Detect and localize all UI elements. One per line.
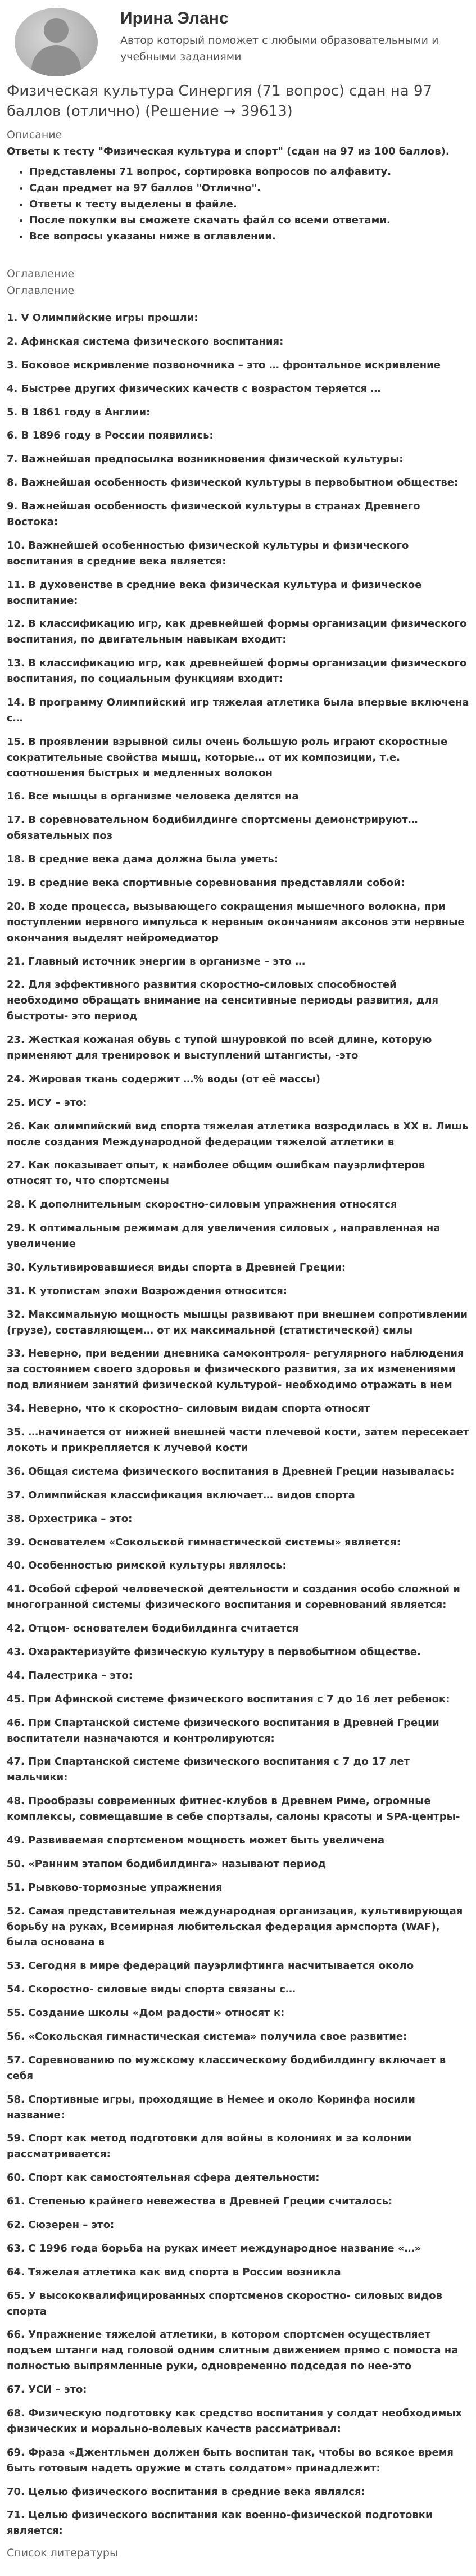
avatar-body-shape	[31, 45, 81, 76]
question-item: 31. К утопистам эпохи Возрождения относится:	[7, 1285, 287, 1297]
question-item: 66. Упражнение тяжелой атлетики, в котором спортсмен осуществляет подъем штанги над головой одним слитным движением прямо с помоста на полностью выпрямленные руки, одновременно подседая по нее-это	[7, 2329, 459, 2372]
question-item: 56. «Сокольская гимнастическая система» получила свое развитие:	[7, 2030, 407, 2042]
question-item: 18. В средние века дама должна была уметь:	[7, 853, 278, 866]
question-item: 26. Как олимпийский вид спорта тяжелая атлетика возродилась в ХХ в. Лишь после создания Международной федерации тяжелой атлетики в	[7, 1120, 469, 1148]
question-item: 6. В 1896 году в России появились:	[7, 430, 214, 442]
question-item: 52. Самая представительная международная организация, культивирующая борьбу на руках, Всемирная любительская федерация армспорта (WAF), была основана в	[7, 1905, 463, 1949]
question-item: 41. Особой сферой человеческой деятельности и создания особо сложной и многогранной системы физического воспитания и соревнований является:	[7, 1583, 460, 1611]
question-item: 16. Все мышцы в организме человека делятся на	[7, 790, 299, 803]
description-label: Описание	[7, 128, 62, 141]
question-item: 22. Для эффективного развития скоростно-силовых способностей необходимо обращать внимание на сенситивные периоды развития, для быстроты- это период	[7, 979, 439, 1023]
question-item: 48. Прообразы современных фитнес-клубов в Древнем Риме, огромные комплексы, совмещавшие в себе спортзалы, салоны красоты и SPA-центры-	[7, 1795, 460, 1823]
question-list	[7, 310, 469, 2539]
toc-label: Оглавление	[7, 267, 75, 280]
question-item: 2. Афинская система физического воспитания:	[7, 335, 284, 347]
question-item: 59. Спорт как метод подготовки для войны в колониях и за колонии рассматривается:	[7, 2132, 412, 2161]
question-item: 24. Жировая ткань содержит …% воды (от её массы)	[7, 1073, 320, 1085]
question-item: 46. При Спартанской системе физического воспитания в Древней Греции воспитатели назначаются и контролируются:	[7, 1716, 439, 1745]
bullet-item: • Представлены 71 вопрос, сортировка вопросов по алфавиту.	[29, 164, 469, 180]
bullet-item: • Все вопросы указаны ниже в оглавлении.	[29, 229, 469, 245]
question-item: 45. При Афинской системе физического воспитания с 7 до 16 лет ребенок:	[7, 1693, 450, 1705]
avatar-head-shape	[44, 18, 69, 43]
question-item: 11. В духовенстве в средние века физическая культура и физическое воспитание:	[7, 579, 422, 607]
question-item: 63. С 1996 года борьба на руках имеет международное название «…»	[7, 2242, 421, 2254]
question-item: 7. Важнейшая предпосылка возникновения физической культуры:	[7, 453, 404, 466]
question-item: 14. В программу Олимпийский игр тяжелая атлетика была впервые включена с…	[7, 696, 469, 724]
question-item: 3. Боковое искривление позвоночника – это … фронтальное искривление	[7, 359, 441, 371]
question-item: 32. Максимальную мощность мышцы развивают при внешнем сопротивлении (грузе), составляющем… от их максимальной (статистической) силы	[7, 1308, 468, 1336]
question-item: 39. Основателем «Сокольской гимнастической системы» является:	[7, 1536, 401, 1548]
author-card[interactable]	[7, 0, 469, 75]
question-item: 58. Спортивные игры, проходящие в Немее и около Коринфа носили название:	[7, 2093, 415, 2121]
question-item: 17. В соревновательном бодибилдинге спортсмены демонстрируют… обязательных поз	[7, 814, 418, 842]
question-item: 36. Общая система физического воспитания в Древней Греции называлась:	[7, 1465, 455, 1477]
question-item: 23. Жесткая кожаная обувь с тупой шнуровкой по всей длине, которую применяют для тренировок и выступлений штангисты, -это	[7, 1034, 432, 1062]
question-item: 49. Развиваемая спортсменом мощность может быть увеличена	[7, 1834, 385, 1846]
question-item: 43. Охарактеризуйте физическую культуру в первобытном обществе.	[7, 1646, 421, 1658]
question-item: 55. Создание школы «Дом радости» относят к:	[7, 2007, 285, 2019]
question-item: 40. Особенностью римской культуры являлось:	[7, 1560, 287, 1572]
question-item: 19. В средние века спортивные соревнования представляли собой:	[7, 877, 405, 889]
question-item: 13. В классификацию игр, как древнейшей формы организации физического воспитания, по социальным функциям входит:	[7, 657, 467, 685]
question-item: 60. Спорт как самостоятельная сфера деятельности:	[7, 2172, 320, 2184]
question-item: 15. В проявлении взрывной силы очень большую роль играют скоростные сократительные свойства мышц, которые… от их композиции, т.е. соотношения быстрых и медленных волокон	[7, 735, 448, 779]
question-item: 5. В 1861 году в Англии:	[7, 406, 151, 418]
question-item: 67. УСИ – это:	[7, 2384, 87, 2396]
avatar[interactable]	[15, 8, 98, 76]
question-item: 35. …начинается от нижней внешней части плечевой кости, затем пересекает локоть и прикрепляется к лучевой кости	[7, 1426, 469, 1454]
question-item: 30. Культивировавшиеся виды спорта в Древней Греции:	[7, 1261, 346, 1273]
description-title: Ответы к тесту "Физическая культура и спорт" (сдан на 97 из 100 баллов).	[7, 145, 450, 157]
question-item: 27. Как показывает опыт, к наиболее общим ошибкам пауэрлифтеров относят то, что спортсмены	[7, 1159, 425, 1187]
bullet-item: • Сдан предмет на 97 баллов "Отлично".	[29, 180, 469, 197]
author-info	[120, 8, 457, 65]
description-bullets	[29, 164, 469, 245]
question-item: 8. Важнейшая особенность физической культуры в первобытном обществе:	[7, 477, 459, 489]
question-item: 34. Неверно, что к скоростно- силовым видам спорта относят	[7, 1403, 370, 1415]
bullet-item: • После покупки вы сможете скачать файл со всеми ответами.	[29, 213, 469, 229]
question-item: 62. Сюзерен – это:	[7, 2219, 115, 2231]
question-item: 71. Целью физического воспитания как военно-физической подготовки является:	[7, 2509, 433, 2537]
question-item: 10. Важнейшей особенностью физической культуры и физического воспитания в средние века является:	[7, 539, 409, 567]
question-item: 12. В классификацию игр, как древнейшей формы организации физического воспитания, по двигательным навыкам входит:	[7, 618, 467, 646]
question-item: 51. Рывково-тормозные упражнения	[7, 1881, 223, 1893]
question-item: 68. Физическую подготовку как средство воспитания у солдат необходимых физических и морально-волевых качеств рассматривал:	[7, 2407, 463, 2435]
author-description: Автор который поможет с любыми образовательными и учебными заданиями	[120, 34, 439, 63]
question-item: 28. К дополнительным скоростно-силовым упражнения относятся	[7, 1199, 397, 1211]
question-item: 47. При Спартанской системе физического воспитания с 7 до 17 лет мальчики:	[7, 1756, 410, 1784]
question-item: 69. Фраза «Джентльмен должен быть воспитан так, чтобы во всякое время быть готовым надеть оружие и стать солдатом» принадлежит:	[7, 2446, 454, 2474]
question-item: 33. Неверно, при ведении дневника самоконтроля- регулярного наблюдения за состоянием своего здоровья и физического развития, за их изменениями под влиянием занятий физической культурой- необходимо отражать в нем	[7, 1348, 464, 1391]
question-item: 25. ИСУ – это:	[7, 1096, 87, 1109]
question-item: 20. В ходе процесса, вызывающего сокращения мышечного волокна, при поступлении нервного импульса к нервным окончаниям аксонов эти нервные окончания выделят нейромедиатор	[7, 900, 465, 944]
question-item: 65. У высококвалифицированных спортсменов скоростно- силовых видов спорта	[7, 2289, 443, 2317]
question-item: 38. Орхестрика – это:	[7, 1512, 133, 1525]
question-item: 1. V Олимпийские игры прошли:	[7, 311, 198, 324]
toc-label-secondary: Оглавление	[7, 284, 75, 297]
question-item: 70. Целью физического воспитания в средние века являлся:	[7, 2485, 365, 2498]
question-item: 29. К оптимальным режимам для увеличения силовых , направленная на увеличение	[7, 1222, 441, 1250]
question-item: 9. Важнейшая особенность физической культуры в странах Древнего Востока:	[7, 500, 420, 528]
question-item: 54. Скоростно- силовые виды спорта связаны с…	[7, 1983, 296, 1996]
question-item: 37. Олимпийская классификация включает… видов спорта	[7, 1489, 355, 1501]
question-item: 57. Соревнованию по мужскому классическому бодибилдингу включает в себя	[7, 2054, 446, 2082]
question-item: 21. Главный источник энергии в организме – это …	[7, 955, 306, 968]
question-item: 53. Сегодня в мире федераций пауэрлифтинга насчитывается около	[7, 1960, 414, 1972]
question-item: 61. Степенью крайнего невежества в Древней Греции считалось:	[7, 2195, 393, 2208]
author-name[interactable]: Ирина Эланс	[120, 9, 229, 28]
question-item: 50. «Ранним этапом бодибилдинга» называют период	[7, 1858, 327, 1870]
question-item: 44. Палестрика – это:	[7, 1669, 133, 1682]
bullet-item: • Ответы к тесту выделены в файле.	[29, 197, 469, 213]
page-title: Физическая культура Синергия (71 вопрос) сдан на 97 баллов (отлично) (Решение → 39613)	[7, 83, 433, 120]
question-item: 42. Отцом- основателем бодибилдинга считается	[7, 1623, 299, 1635]
question-item: 4. Быстрее других физических качеств с возрастом теряется …	[7, 382, 381, 395]
question-item: 64. Тяжелая атлетика как вид спорта в России возникла	[7, 2266, 341, 2278]
references-label: Список литературы	[7, 2547, 118, 2560]
